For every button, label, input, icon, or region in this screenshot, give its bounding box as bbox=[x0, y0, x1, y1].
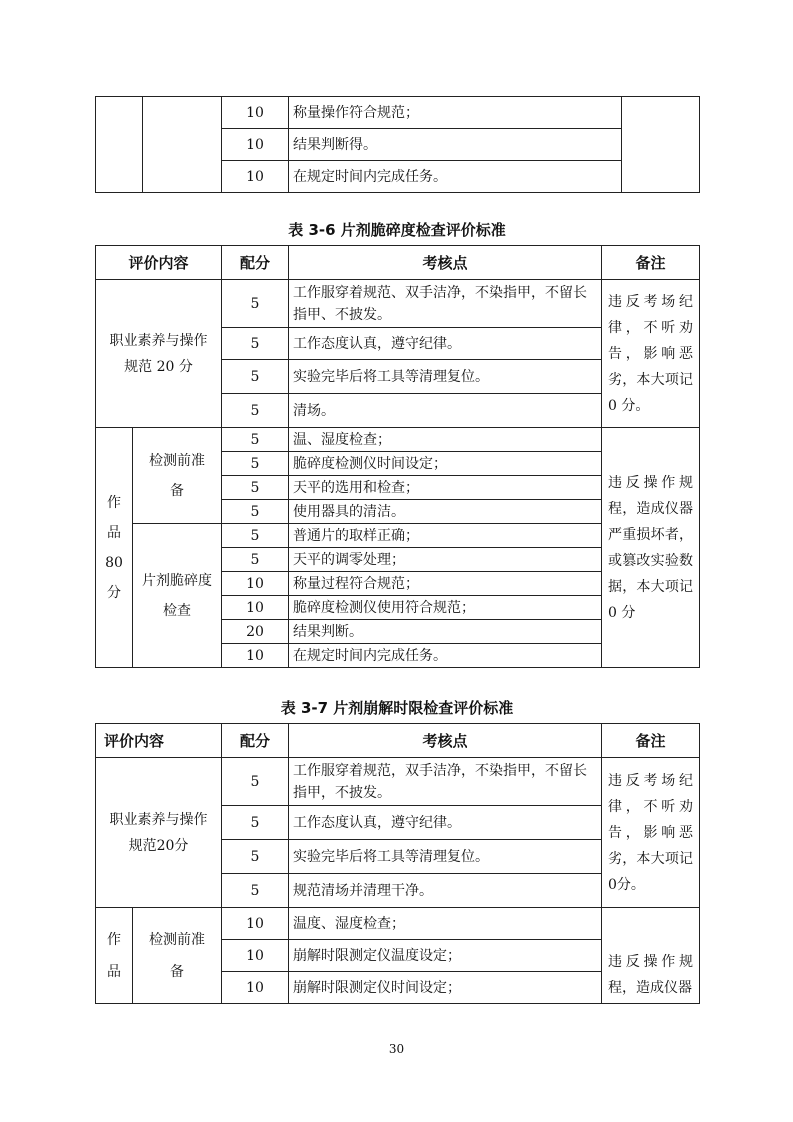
header-content: 评价内容 bbox=[96, 246, 222, 280]
point-cell: 清场。 bbox=[289, 394, 602, 428]
score-cell: 10 bbox=[222, 161, 289, 193]
professional-label: 职业素养与操作规范 20 分 bbox=[96, 280, 222, 428]
header-point: 考核点 bbox=[289, 724, 602, 758]
score-cell: 10 bbox=[222, 572, 289, 596]
empty-cell bbox=[143, 97, 222, 193]
point-cell: 脆碎度检测仪时间设定； bbox=[289, 452, 602, 476]
point-cell: 普通片的取样正确； bbox=[289, 524, 602, 548]
work-label: 作品 bbox=[96, 908, 133, 1004]
point-cell: 结果判断得。 bbox=[289, 129, 622, 161]
score-cell: 5 bbox=[222, 428, 289, 452]
continuation-table bbox=[95, 96, 700, 193]
point-cell: 实验完毕后将工具等清理复位。 bbox=[289, 840, 602, 874]
score-cell: 10 bbox=[222, 972, 289, 1004]
point-cell: 工作服穿着规范，双手洁净，不染指甲，不留长指甲，不披发。 bbox=[289, 758, 602, 806]
score-cell: 10 bbox=[222, 644, 289, 668]
score-cell: 5 bbox=[222, 280, 289, 328]
score-cell: 5 bbox=[222, 476, 289, 500]
score-cell: 5 bbox=[222, 548, 289, 572]
score-cell: 5 bbox=[222, 806, 289, 840]
score-cell: 5 bbox=[222, 328, 289, 360]
header-score: 配分 bbox=[222, 724, 289, 758]
score-cell: 5 bbox=[222, 452, 289, 476]
score-cell: 10 bbox=[222, 908, 289, 940]
header-score: 配分 bbox=[222, 246, 289, 280]
header-note: 备注 bbox=[602, 724, 700, 758]
note-cell bbox=[622, 97, 700, 193]
point-cell: 崩解时限测定仪时间设定； bbox=[289, 972, 602, 1004]
score-cell: 5 bbox=[222, 500, 289, 524]
work-note: 违反操作规程，造成仪器 bbox=[602, 908, 700, 1004]
header-note: 备注 bbox=[602, 246, 700, 280]
table-3-6 bbox=[95, 245, 700, 668]
score-cell: 5 bbox=[222, 758, 289, 806]
point-cell: 崩解时限测定仪温度设定； bbox=[289, 940, 602, 972]
point-cell: 在规定时间内完成任务。 bbox=[289, 161, 622, 193]
group-label: 片剂脆碎度检查 bbox=[133, 524, 222, 668]
table-3-7-title: 表 3-7 片剂崩解时限检查评价标准 bbox=[280, 699, 514, 717]
group-label: 检测前准备 bbox=[133, 908, 222, 1004]
professional-note: 违反考场纪律，不听劝告，影响恶劣，本大项记0分。 bbox=[602, 758, 700, 908]
group-label: 检测前准备 bbox=[133, 428, 222, 524]
point-cell: 实验完毕后将工具等清理复位。 bbox=[289, 360, 602, 394]
point-cell: 使用器具的清洁。 bbox=[289, 500, 602, 524]
score-cell: 10 bbox=[222, 940, 289, 972]
score-cell: 5 bbox=[222, 360, 289, 394]
point-cell: 称量操作符合规范； bbox=[289, 97, 622, 129]
work-label: 作品80分 bbox=[96, 428, 133, 668]
point-cell: 温度、湿度检查； bbox=[289, 908, 602, 940]
point-cell: 在规定时间内完成任务。 bbox=[289, 644, 602, 668]
professional-note: 违反考场纪律，不听劝告，影响恶劣，本大项记 0 分。 bbox=[602, 280, 700, 428]
point-cell: 工作态度认真，遵守纪律。 bbox=[289, 328, 602, 360]
header-content: 评价内容 bbox=[96, 724, 222, 758]
score-cell: 10 bbox=[222, 129, 289, 161]
point-cell: 温、湿度检查； bbox=[289, 428, 602, 452]
point-cell: 工作态度认真，遵守纪律。 bbox=[289, 806, 602, 840]
score-cell: 5 bbox=[222, 874, 289, 908]
score-cell: 5 bbox=[222, 394, 289, 428]
point-cell: 规范清场并清理干净。 bbox=[289, 874, 602, 908]
score-cell: 10 bbox=[222, 596, 289, 620]
point-cell: 天平的选用和检查； bbox=[289, 476, 602, 500]
point-cell: 脆碎度检测仪使用符合规范； bbox=[289, 596, 602, 620]
table-3-6-title: 表 3-6 片剂脆碎度检查评价标准 bbox=[288, 221, 506, 239]
point-cell: 天平的调零处理； bbox=[289, 548, 602, 572]
header-point: 考核点 bbox=[289, 246, 602, 280]
score-cell: 10 bbox=[222, 97, 289, 129]
score-cell: 5 bbox=[222, 840, 289, 874]
score-cell: 20 bbox=[222, 620, 289, 644]
professional-label: 职业素养与操作规范20分 bbox=[96, 758, 222, 908]
empty-cell bbox=[96, 97, 143, 193]
score-cell: 5 bbox=[222, 524, 289, 548]
table-3-7 bbox=[95, 723, 700, 1004]
point-cell: 称量过程符合规范； bbox=[289, 572, 602, 596]
point-cell: 结果判断。 bbox=[289, 620, 602, 644]
page-number: 30 bbox=[388, 1042, 405, 1056]
work-note: 违反操作规程，造成仪器严重损坏者，或篡改实验数据，本大项记 0 分 bbox=[602, 428, 700, 668]
point-cell: 工作服穿着规范、双手洁净，不染指甲，不留长指甲、不披发。 bbox=[289, 280, 602, 328]
